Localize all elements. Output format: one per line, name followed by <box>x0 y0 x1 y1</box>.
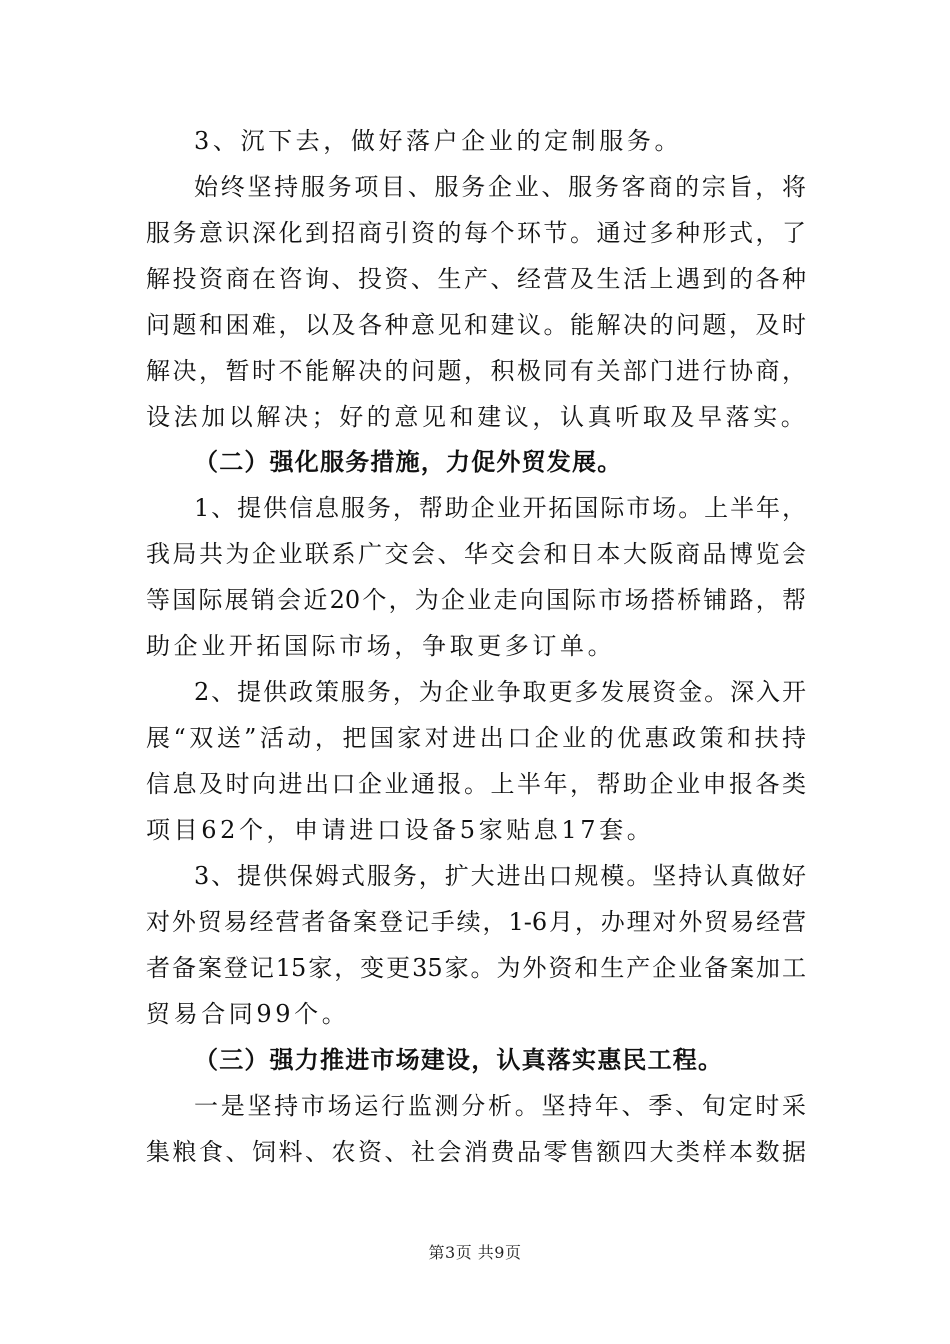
body-line-14: 展“双送”活动，把国家对进出口企业的优惠政策和扶持 <box>146 724 806 752</box>
body-line-6: 解决，暂时不能解决的问题，积极同有关部门进行协商， <box>146 357 806 385</box>
body-line-7: 设法加以解决；好的意见和建议，认真听取及早落实。 <box>146 403 809 431</box>
body-line-17: 3、提供保姆式服务，扩大进出口规模。坚持认真做好 <box>194 862 806 890</box>
body-line-10: 我局共为企业联系广交会、华交会和日本大阪商品博览会 <box>146 540 806 568</box>
body-line-4: 解投资商在咨询、投资、生产、经营及生活上遇到的各种 <box>146 265 806 293</box>
body-line-19: 者备案登记15家，变更35家。为外资和生产企业备案加工 <box>146 954 806 982</box>
section-heading-3: （三）强力推进市场建设，认真落实惠民工程。 <box>194 1045 724 1074</box>
section-heading-2: （二）强化服务措施，力促外贸发展。 <box>194 447 623 476</box>
body-line-1: 3、沉下去，做好落户企业的定制服务。 <box>194 127 683 155</box>
body-line-15: 信息及时向进出口企业通报。上半年，帮助企业申报各类 <box>146 770 806 798</box>
body-line-20: 贸易合同99个。 <box>146 1000 350 1028</box>
body-line-23: 集粮食、饲料、农资、社会消费品零售额四大类样本数据 <box>146 1138 806 1166</box>
body-line-2: 始终坚持服务项目、服务企业、服务客商的宗旨，将 <box>194 173 806 201</box>
body-line-12: 助企业开拓国际市场，争取更多订单。 <box>146 632 616 660</box>
body-line-13: 2、提供政策服务，为企业争取更多发展资金。深入开 <box>194 678 806 706</box>
body-line-22: 一是坚持市场运行监测分析。坚持年、季、旬定时采 <box>194 1092 806 1120</box>
body-line-11: 等国际展销会近20个，为企业走向国际市场搭桥铺路，帮 <box>146 586 806 614</box>
body-line-9: 1、提供信息服务，帮助企业开拓国际市场。上半年， <box>194 494 806 522</box>
page-number-footer: 第3页 共9页 <box>428 1243 522 1262</box>
body-line-3: 服务意识深化到招商引资的每个环节。通过多种形式，了 <box>146 219 806 247</box>
body-line-5: 问题和困难，以及各种意见和建议。能解决的问题，及时 <box>146 311 806 339</box>
body-line-18: 对外贸易经营者备案登记手续，1-6月，办理对外贸易经营 <box>146 908 806 936</box>
body-line-16: 项目62个，申请进口设备5家贴息17套。 <box>146 816 655 844</box>
